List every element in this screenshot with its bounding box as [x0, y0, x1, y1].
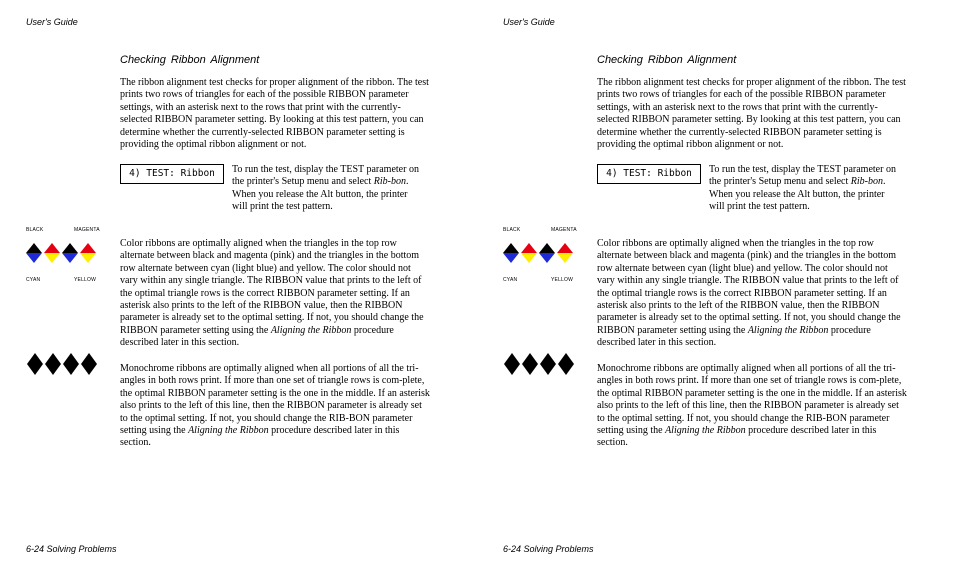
lcd-display: 4) TEST: Ribbon	[597, 164, 701, 184]
page-footer: 6-24 Solving Problems	[26, 544, 117, 554]
color-text: Color ribbons are optimally aligned when the triangles in the top row alternate between black and magenta (pink) and the triangles in the bottom row alternate between cyan (light blue) and yellow. The color should not vary within any single triangle. The RIBBON value that prints to the left of the optimal triangle rows is the correct RIBBON parameter setting. If an asterisk also prints to the left of the RIBBON value, then the RIBBON parameter is already set to the optimal setting. If not, you should change the RIBBON parameter setting using the	[120, 238, 424, 336]
color-triangles	[24, 241, 102, 275]
running-header: User's Guide	[26, 17, 78, 27]
triangle-black-1	[503, 243, 519, 263]
test-text-period: .	[882, 176, 886, 188]
triangle-magenta-1	[44, 243, 60, 263]
label-magenta: MAGENTA	[74, 227, 100, 233]
color-text: Color ribbons are optimally aligned when the triangles in the top row alternate between black and magenta (pink) and the triangles in the bottom row alternate between cyan (light blue) and yellow. The color should not vary within any single triangle. The RIBBON value that prints to the left of the optimal triangle rows is the correct RIBBON parameter setting. If an asterisk also prints to the left of the RIBBON value, then the RIBBON parameter is already set to the optimal setting. If not, you should change the RIBBON parameter setting using the	[597, 238, 901, 336]
test-text-italic: Rib-bon	[373, 176, 406, 188]
test-instructions	[709, 164, 899, 214]
triangle-black-2	[539, 243, 555, 263]
triangle-magenta-1	[521, 243, 537, 263]
triangle-black-2	[62, 243, 78, 263]
mono-ribbon-paragraph	[120, 363, 430, 450]
test-text: To run the test, display the TEST parameter on the printer's Setup menu and select	[232, 164, 419, 188]
color-ribbon-paragraph	[597, 238, 907, 350]
mono-text: Monochrome ribbons are optimally aligned when all portions of all the tri-angles in both rows print. If more than one set of triangle rows is com-plete, the optimal RIBBON parameter setting is the one in the middle. If an asterisk also prints to the left of this line, then the RIBBON parameter is already set to the optimal setting. If not, you should change the RIB-BON parameter setting using the	[597, 363, 907, 437]
color-ribbon-paragraph	[120, 238, 430, 350]
test-text: To run the test, display the TEST parameter on the printer's Setup menu and select	[709, 164, 896, 188]
test-text-release: When you release the Alt button, the printer will print the test pattern.	[232, 188, 408, 213]
label-cyan: CYAN	[26, 277, 41, 283]
color-procedure-link: Aligning the Ribbon	[270, 324, 352, 336]
intro-paragraph: The ribbon alignment test checks for proper alignment of the ribbon. The test prints two rows of triangles for each of the possible RIBBON parameter settings, with an asterisk next to the rows that print with the currently-selected RIBBON parameter setting. By looking at this test pattern, you can determine whether the currently-selected RIBBON parameter setting is providing the optimal ribbon alignment or not.	[120, 77, 429, 151]
color-text-end: procedure described later in this section.	[597, 324, 871, 349]
label-black: BLACK	[503, 227, 521, 233]
intro-paragraph: The ribbon alignment test checks for proper alignment of the ribbon. The test prints two rows of triangles for each of the possible RIBBON parameter settings, with an asterisk next to the rows that print with the currently-selected RIBBON parameter setting. By looking at this test pattern, you can determine whether the currently-selected RIBBON parameter setting is providing the optimal ribbon alignment or not.	[597, 77, 906, 151]
mono-text: Monochrome ribbons are optimally aligned when all portions of all the tri-angles in both rows print. If more than one set of triangle rows is com-plete, the optimal RIBBON parameter setting is the one in the middle. If an asterisk also prints to the left of this line, then the RIBBON parameter is already set to the optimal setting. If not, you should change the RIB-BON parameter setting using the	[120, 363, 430, 437]
mono-text-end: procedure described later in this section.	[120, 425, 400, 449]
mono-text-end: procedure described later in this section.	[597, 425, 877, 449]
test-text-period: .	[405, 176, 409, 188]
monochrome-triangle-figure	[26, 352, 98, 376]
triangle-magenta-2	[80, 243, 96, 263]
test-instructions	[232, 164, 422, 214]
triangle-black-1	[26, 243, 42, 263]
color-triangles	[501, 241, 579, 275]
label-magenta: MAGENTA	[551, 227, 577, 233]
page-footer: 6-24 Solving Problems	[503, 544, 594, 554]
label-cyan: CYAN	[503, 277, 518, 283]
lcd-display: 4) TEST: Ribbon	[120, 164, 224, 184]
triangle-magenta-2	[557, 243, 573, 263]
color-text-end: procedure described later in this section.	[120, 324, 394, 349]
label-yellow: YELLOW	[74, 277, 97, 283]
color-triangle-figure	[501, 225, 579, 287]
label-black: BLACK	[26, 227, 44, 233]
label-yellow: YELLOW	[551, 277, 574, 283]
monochrome-triangle-figure	[503, 352, 575, 376]
mono-procedure-link: Aligning the Ribbon	[665, 425, 746, 437]
page-right	[477, 0, 954, 580]
running-header: User's Guide	[503, 17, 555, 27]
color-triangle-figure	[24, 225, 102, 287]
section-title: Checking Ribbon Alignment	[597, 54, 737, 66]
test-text-release: When you release the Alt button, the printer will print the test pattern.	[709, 188, 885, 213]
section-title: Checking Ribbon Alignment	[120, 54, 260, 66]
mono-ribbon-paragraph	[597, 363, 907, 450]
mono-procedure-link: Aligning the Ribbon	[188, 425, 269, 437]
color-procedure-link: Aligning the Ribbon	[747, 324, 829, 336]
test-text-italic: Rib-bon	[850, 176, 883, 188]
